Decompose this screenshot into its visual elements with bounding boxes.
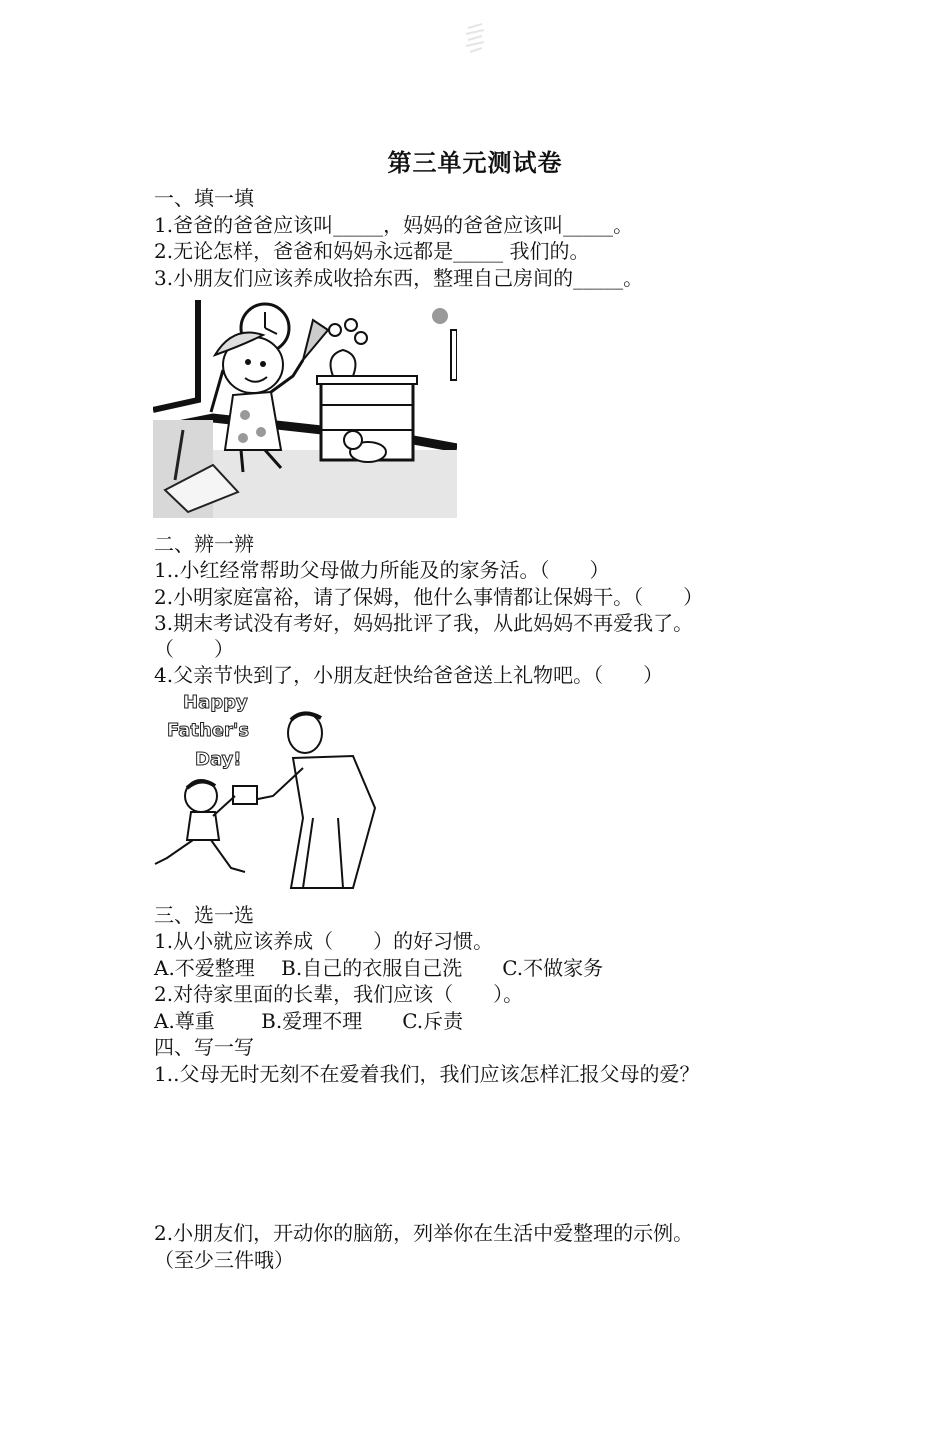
fathers-day-word-fathers: Father's [167,720,250,741]
section3-heading: 三、选一选 [154,903,254,927]
section4-question-2-note: （至少三件哦） [154,1248,294,1272]
fathers-day-word-happy: Happy [183,692,248,713]
section4-heading: 四、写一写 [154,1035,254,1059]
section2-question-2: 2.小明家庭富裕，请了保姆，他什么事情都让保姆干。（ ） [154,585,704,609]
section1-question-1: 1.爸爸的爸爸应该叫_____，妈妈的爸爸应该叫_____。 [154,213,634,237]
section1-question-2: 2.无论怎样，爸爸和妈妈永远都是_____ 我们的。 [154,239,590,263]
section3-question-1-options: A.不爱整理 B.自己的衣服自己洗 C.不做家务 [154,956,604,980]
section2-question-3-paren: （ ） [154,637,234,661]
girl-cleaning-illustration [153,300,457,518]
section3-question-2: 2.对待家里面的长辈，我们应该（ ）。 [154,982,524,1006]
page-title: 第三单元测试卷 [387,148,563,177]
section3-question-2-options: A.尊重 B.爱理不理 C.斥责 [154,1009,464,1033]
fathers-day-word-day: Day! [195,749,242,770]
section2-question-4: 4.父亲节快到了，小朋友赶快给爸爸送上礼物吧。（ ） [154,663,664,687]
section2-heading: 二、辨一辨 [154,532,254,556]
section1-question-3: 3.小朋友们应该养成收拾东西，整理自己房间的_____。 [154,266,644,290]
section4-question-1: 1..父母无时无刻不在爱着我们，我们应该怎样汇报父母的爱？ [154,1062,700,1086]
watermark-logo-icon [462,22,490,54]
fathers-day-illustration [153,688,381,892]
section3-question-1: 1.从小就应该养成（ ）的好习惯。 [154,929,494,953]
section2-question-1: 1..小红经常帮助父母做力所能及的家务活。（ ） [154,558,610,582]
section4-question-2: 2.小朋友们，开动你的脑筋，列举你在生活中爱整理的示例。 [154,1221,694,1245]
section1-heading: 一、填一填 [154,186,254,210]
section2-question-3: 3.期末考试没有考好，妈妈批评了我，从此妈妈不再爱我了。 [154,611,694,635]
